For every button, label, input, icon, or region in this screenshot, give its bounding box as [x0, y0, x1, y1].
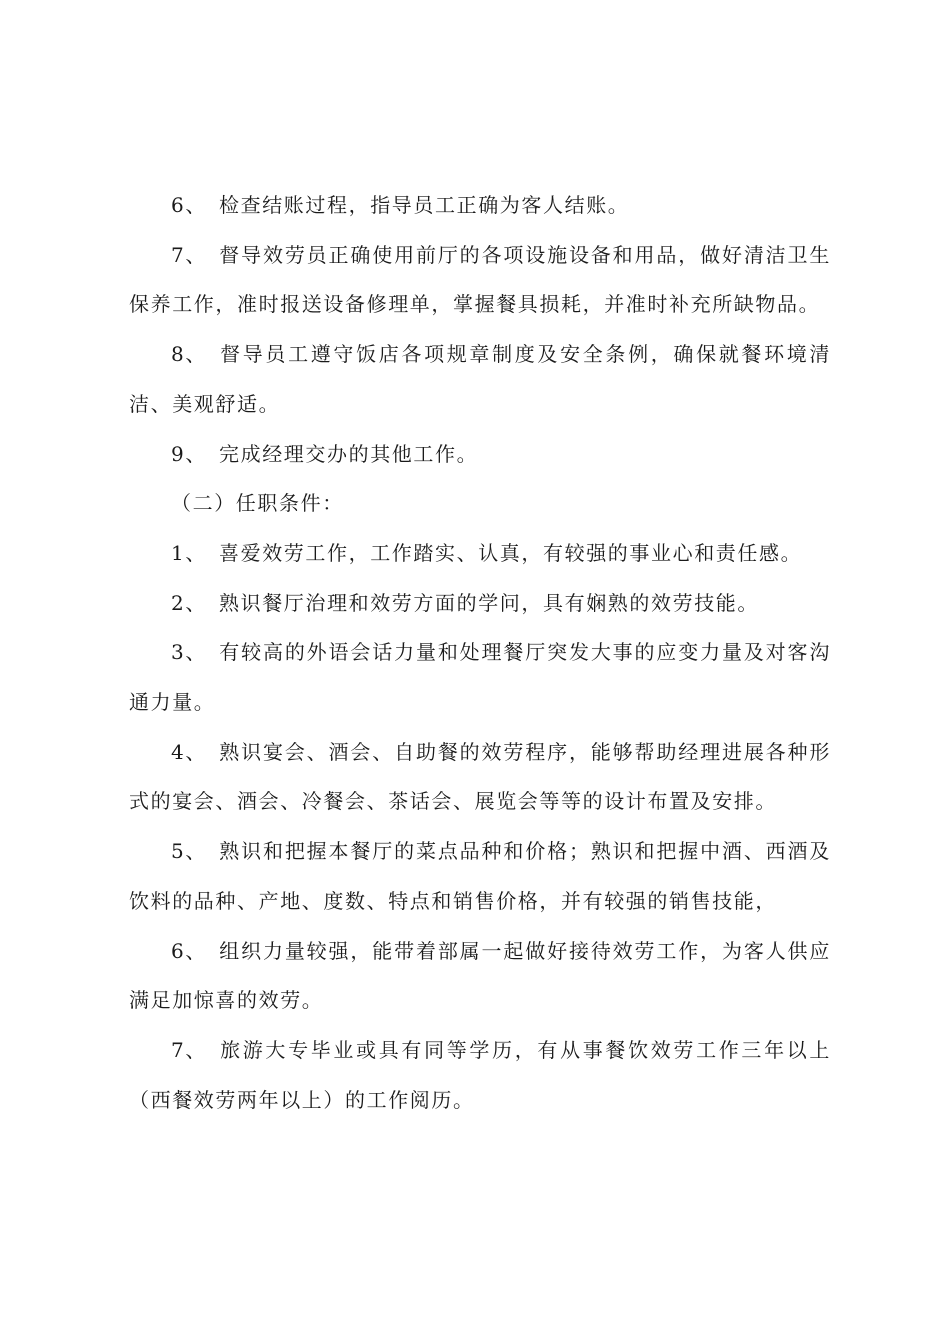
paragraph-9-other-work	[129, 430, 831, 480]
item-number: 7、	[171, 1037, 207, 1062]
paragraph-2-knowledge	[129, 579, 831, 629]
paragraph-text: 熟识宴会、酒会、自助餐的效劳程序，能够帮助经理进展各种形式的宴会、酒会、冷餐会、茶话会、展览会等等的设计布置及安排。	[129, 739, 831, 814]
item-number: 6、	[171, 193, 207, 217]
paragraph-text: 旅游大专毕业或具有同等学历，有从事餐饮效劳工作三年以上（西餐效劳两年以上）的工作阅历。	[129, 1037, 831, 1112]
paragraph-6-organization	[129, 927, 831, 1026]
item-number: 4、	[171, 739, 207, 764]
paragraph-text: 检查结账过程，指导员工正确为客人结账。	[219, 193, 630, 217]
item-number: 9、	[171, 441, 207, 466]
paragraph-text: 熟识餐厅治理和效劳方面的学问，具有娴熟的效劳技能。	[219, 590, 759, 615]
paragraph-7-education	[129, 1026, 831, 1125]
item-number: 5、	[171, 839, 207, 864]
paragraph-text: 组织力量较强，能带着部属一起做好接待效劳工作，为客人供应满足加惊喜的效劳。	[129, 938, 831, 1013]
paragraph-6-checkout	[129, 181, 831, 231]
section-heading-text: （二）任职条件：	[171, 491, 344, 516]
paragraph-3-language	[129, 628, 831, 727]
item-number: 3、	[171, 640, 207, 665]
paragraph-5-menu	[129, 827, 831, 926]
item-number: 2、	[171, 590, 207, 615]
paragraph-text: 完成经理交办的其他工作。	[219, 441, 479, 466]
paragraph-text: 喜爱效劳工作，工作踏实、认真，有较强的事业心和责任感。	[219, 540, 803, 565]
item-number: 6、	[171, 938, 207, 963]
paragraph-4-banquet	[129, 728, 831, 827]
paragraph-text: 督导员工遵守饭店各项规章制度及安全条例，确保就餐环境清洁、美观舒适。	[129, 342, 831, 416]
paragraph-7-equipment	[129, 231, 831, 330]
item-number: 7、	[171, 242, 207, 267]
paragraph-8-regulations	[129, 330, 831, 429]
document-body	[129, 181, 831, 1125]
section-heading-qualifications	[129, 479, 831, 529]
paragraph-text: 熟识和把握本餐厅的菜点品种和价格；熟识和把握中酒、西酒及饮料的品种、产地、度数、特点和销售价格，并有较强的销售技能，	[129, 839, 831, 913]
paragraph-1-attitude	[129, 529, 831, 579]
item-number: 8、	[171, 342, 207, 367]
paragraph-text: 有较高的外语会话力量和处理餐厅突发大事的应变力量及对客沟通力量。	[129, 640, 831, 715]
paragraph-text: 督导效劳员正确使用前厅的各项设施设备和用品，做好清洁卫生保养工作，准时报送设备修理单，掌握餐具损耗，并准时补充所缺物品。	[129, 242, 831, 317]
item-number: 1、	[171, 540, 207, 565]
